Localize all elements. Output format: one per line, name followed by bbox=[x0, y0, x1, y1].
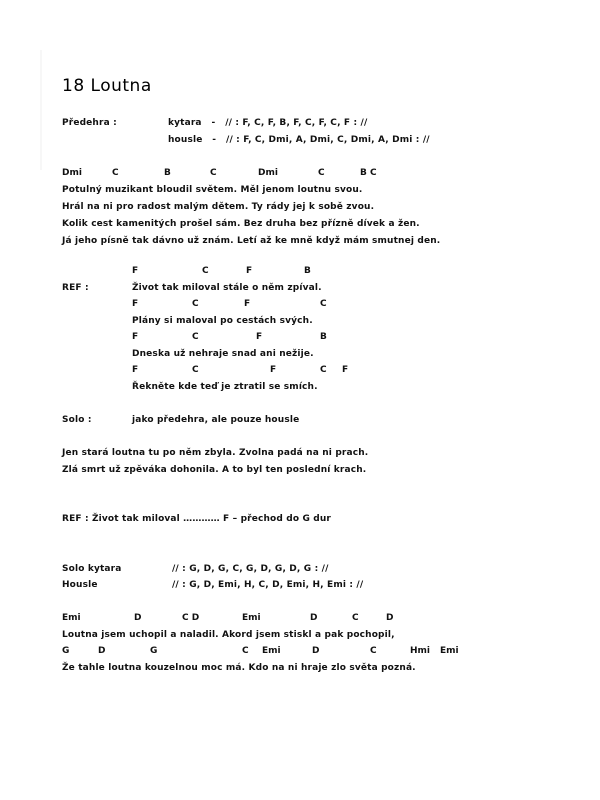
verse3-line-2: Že tahle loutna kouzelnou moc má. Kdo na ni hraje zlo světa pozná. bbox=[62, 663, 416, 673]
chord: D bbox=[134, 613, 142, 623]
solo-label: Solo : bbox=[62, 415, 92, 425]
chord: C bbox=[320, 299, 327, 309]
chord: Hmi bbox=[410, 646, 430, 656]
chord: B C bbox=[360, 168, 377, 178]
verse1-line-2: Hrál na ni pro radost malým dětem. Ty rády jej k sobě zvou. bbox=[62, 202, 375, 212]
ref-line-3: Dneska už nehraje snad ani nežije. bbox=[132, 349, 314, 359]
chord: C bbox=[192, 299, 199, 309]
chord: G bbox=[62, 646, 70, 656]
chord: Emi bbox=[242, 613, 261, 623]
chord: F bbox=[132, 332, 139, 342]
chord: C bbox=[192, 365, 199, 375]
predehra-kytara: kytara - // : F, C, F, B, F, C, F, C, F : // bbox=[168, 118, 368, 128]
solo-kytara-label: Solo kytara bbox=[62, 564, 122, 574]
chord: C bbox=[320, 365, 327, 375]
chord: Emi bbox=[262, 646, 281, 656]
chord: F bbox=[246, 266, 253, 276]
chord: Emi bbox=[62, 613, 81, 623]
chord: F bbox=[270, 365, 277, 375]
verse2-line-1: Jen stará loutna tu po něm zbyla. Zvolna padá na ni prach. bbox=[62, 448, 369, 458]
solo-kytara-chords: // : G, D, G, C, G, D, G, D, G : // bbox=[172, 564, 329, 574]
chord: Emi bbox=[440, 646, 459, 656]
predehra-housle: housle - // : F, C, Dmi, A, Dmi, C, Dmi, A, Dmi : // bbox=[168, 135, 430, 145]
song-title: 18 Loutna bbox=[62, 76, 152, 96]
chord: B bbox=[320, 332, 327, 342]
chord: C bbox=[318, 168, 325, 178]
verse3-line-1: Loutna jsem uchopil a naladil. Akord jsem stiskl a pak pochopil, bbox=[62, 630, 395, 640]
verse2-line-2: Zlá smrt už zpěváka dohonila. A to byl ten poslední krach. bbox=[62, 465, 367, 475]
verse1-line-1: Potulný muzikant bloudil světem. Měl jenom loutnu svou. bbox=[62, 185, 363, 195]
chord: F bbox=[132, 365, 139, 375]
chord: D bbox=[312, 646, 320, 656]
chord: C bbox=[242, 646, 249, 656]
ref2-line: REF : Život tak miloval ………… F – přechod do G dur bbox=[62, 514, 332, 524]
chord: D bbox=[310, 613, 318, 623]
chord: C bbox=[192, 332, 199, 342]
verse1-line-4: Já jeho písně tak dávno už znám. Letí až ke mně když mám smutnej den. bbox=[62, 236, 441, 246]
chord: D bbox=[386, 613, 394, 623]
chord: G bbox=[150, 646, 158, 656]
housle-label: Housle bbox=[62, 580, 98, 590]
verse1-line-3: Kolik cest kamenitých prošel sám. Bez druha bez přízně dívek a žen. bbox=[62, 219, 420, 229]
chord: C bbox=[112, 168, 119, 178]
ref-line-4: Řekněte kde teď je ztratil se smích. bbox=[132, 382, 318, 392]
ref-label: REF : bbox=[62, 283, 89, 293]
chord: F bbox=[256, 332, 263, 342]
chord: C bbox=[202, 266, 209, 276]
ref-line-2: Plány si maloval po cestách svých. bbox=[132, 316, 313, 326]
chord: C bbox=[370, 646, 377, 656]
solo-text: jako předehra, ale pouze housle bbox=[132, 415, 300, 425]
chord: B bbox=[164, 168, 171, 178]
housle-chords: // : G, D, Emi, H, C, D, Emi, H, Emi : // bbox=[172, 580, 364, 590]
chord: C D bbox=[182, 613, 200, 623]
chord: F bbox=[342, 365, 349, 375]
chord: Dmi bbox=[258, 168, 278, 178]
ref-line-1: Život tak miloval stále o něm zpíval. bbox=[132, 283, 322, 293]
chord: F bbox=[132, 266, 139, 276]
chord: Dmi bbox=[62, 168, 82, 178]
chord: F bbox=[244, 299, 251, 309]
scan-artifact bbox=[40, 50, 122, 170]
predehra-label: Předehra : bbox=[62, 118, 117, 128]
chord: C bbox=[210, 168, 217, 178]
chord: B bbox=[304, 266, 311, 276]
chord: C bbox=[352, 613, 359, 623]
chord: D bbox=[98, 646, 106, 656]
chord: F bbox=[132, 299, 139, 309]
